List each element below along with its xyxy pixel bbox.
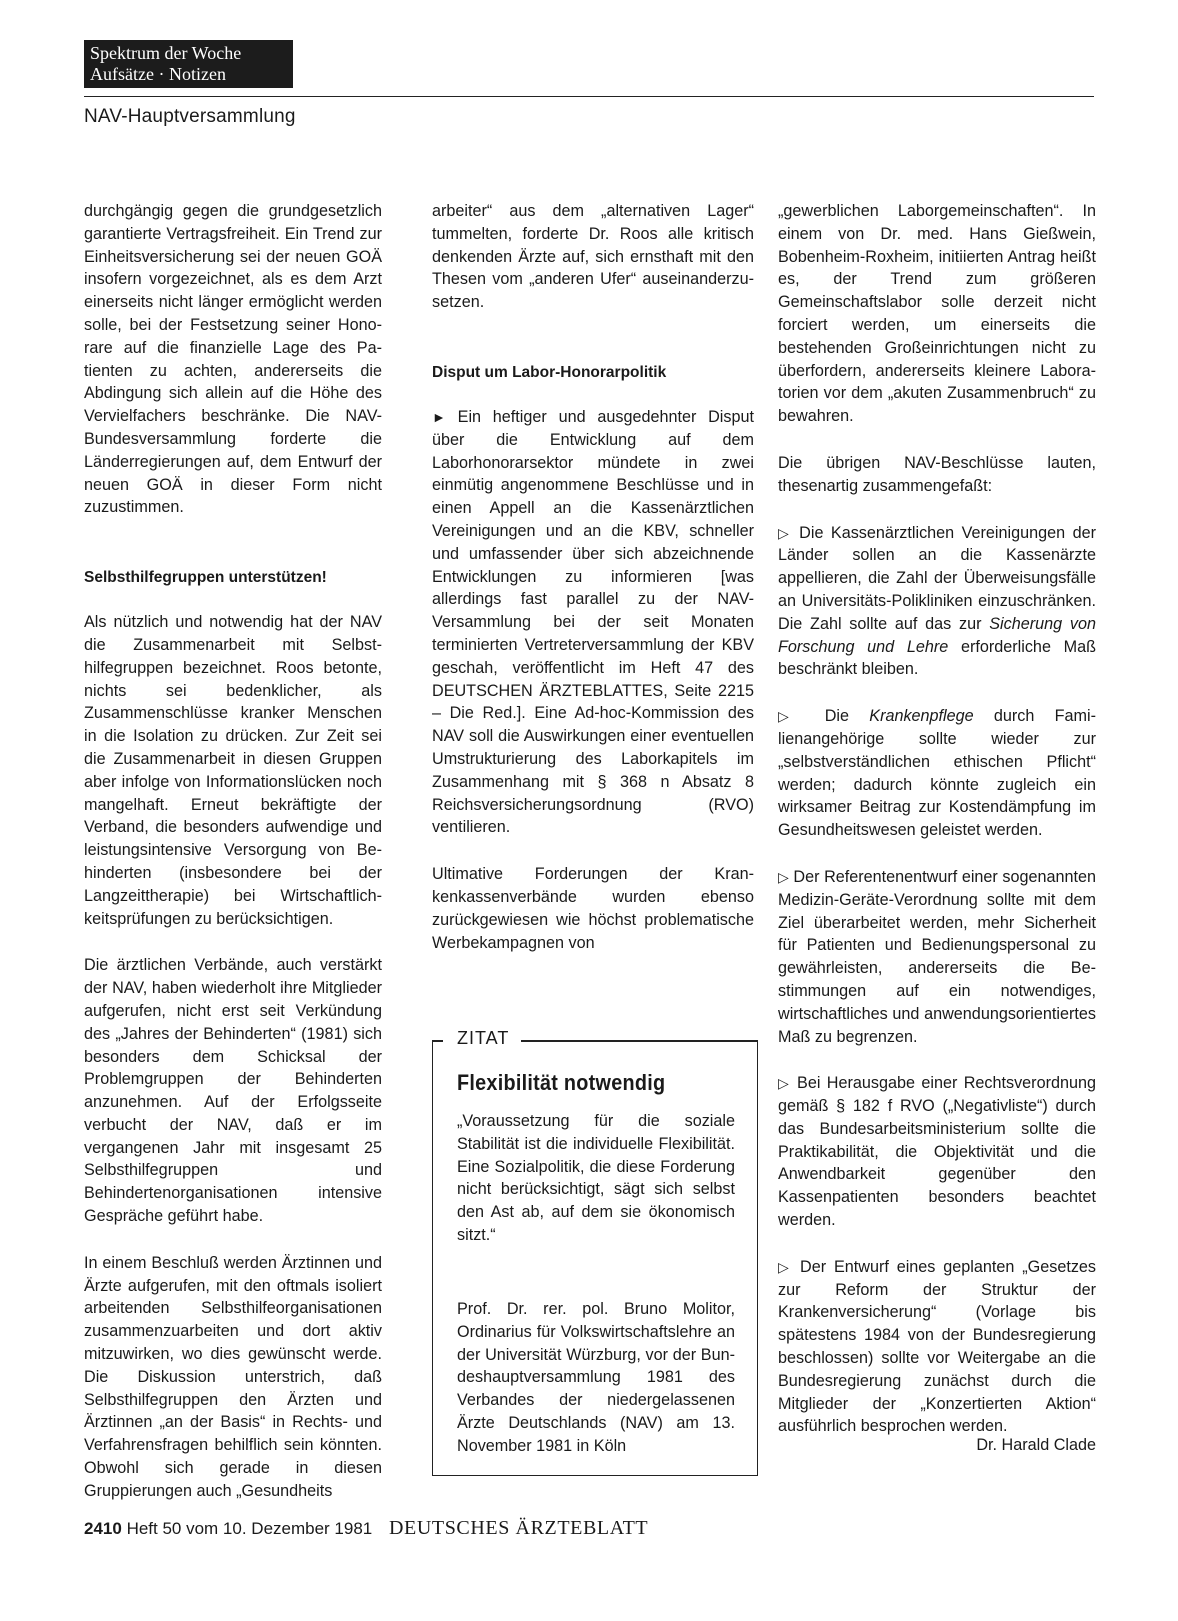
resolution-item: ▷ Die Krankenpflege durch Familienangehörige sollte wieder zur „selbstverständlichen ethischen Pflicht“ werden; dadurch könnte zugleich ein wirksamer Beitrag zur Kostendämpfung im Gesundheitswesen geleistet werden. <box>778 707 1096 840</box>
resolution-item: ▷ Bei Herausgabe einer Rechtsverordnung gemäß § 182 f RVO („Negativliste“) durch das Bundesarbeitsministerium sollte die Praktikabilität, die Objektivität und die Anwendbarkeit gegenüber den Kassenpatienten besonders beachtet werden. <box>778 1074 1096 1230</box>
header-rule <box>84 96 1094 97</box>
bullet-triangle-icon: ► <box>432 408 446 425</box>
paragraph-text: Ein heftiger und ausgedehnter Disput über die Entwicklung auf dem Laborhonorarsektor mündete in zwei einmütig angenommene Beschlüsse und in einen Appell an die Kassenärztlichen Vereinigungen und an die KBV, schneller und umfassender über sich abzeichnende Entwicklungen zu informieren [was allerdings fast parallel zu der NAV-Versammlung bei der seit Monaten terminierten Vertreterversammlung der KBV geschah, veröffentlicht im Heft 47 des DEUTSCHEN ÄRZTEBLATTES, Seite 2215 – Die Red.]. Eine Ad-hoc-Kommission des NAV soll die Auswirkungen einer eventuellen Umstrukturierung des Laborkapitels im Zusammenhang mit § 368 n Absatz 8 Reichsversicherungsordnung (RVO) ventilieren. <box>432 407 755 837</box>
column-2 <box>432 200 754 978</box>
section-tag-line2: Aufsätze · Notizen <box>90 64 226 84</box>
paragraph: Die ärztlichen Verbände, auch verstärkt der NAV, haben wiederholt ihre Mitglieder aufgerufen, nicht erst seit Verkündung des „Jahres der Behinderten“ (1981) sich besonders dem Schicksal der Problemgruppen der Behinderten anzunehmen. Auf der Erfolgsseite verbucht der NAV, daß er im vergangenen Jahr mit insgesamt 25 Selbsthilfegruppen und Behindertenorganisationen intensive Gespräche geführt habe. <box>84 956 382 1226</box>
open-triangle-icon: ▷ <box>778 868 789 885</box>
running-head: NAV-Hauptversammlung <box>84 106 296 127</box>
paragraph: arbeiter“ aus dem „alternativen Lager“ tummelten, forderte Dr. Roos alle kritisch denkenden Ärzte auf, sich ernsthaft mit den Thesen vom „anderen Ufer“ auseinanderzusetzen. <box>432 202 754 312</box>
open-triangle-icon: ▷ <box>778 524 792 541</box>
section-tag-line1: Spektrum der Woche <box>90 43 242 63</box>
paragraph: Als nützlich und notwendig hat der NAV die Zusammenarbeit mit Selbsthilfegruppen bezeichnet. Roos betonte, nichts sei bedenklicher, als Zusammenschlüsse kranker Menschen in die Isolation zu drücken. Zur Zeit sei die Zusammenarbeit in diesen Gruppen aber infolge von Informationslücken noch mangelhaft. Erneut bekräftigte der Verband, die besonders aufwendige und leistungsintensive Versorgung von Behinderten (insbesondere bei der Langzeittherapie) bei Wirtschaftlichkeitsprüfungen zu berücksichtigen. <box>84 613 382 928</box>
author-signature: Dr. Harald Clade <box>976 1436 1096 1455</box>
column-1 <box>84 200 382 1527</box>
quote-source: Prof. Dr. rer. pol. Bruno Molitor, Ordinarius für Volkswirtschaftslehre an der Universität Würzburg, vor der Bundeshauptversammlung 1981 des Verbandes der niedergelassenen Ärzte Deutschlands (NAV) am 13. November 1981 in Köln <box>457 1300 735 1455</box>
subheading-labor: Disput um Labor-Honorarpolitik <box>432 363 667 381</box>
paragraph: Die übrigen NAV-Beschlüsse lauten, thesenartig zusammengefaßt: <box>778 453 1096 495</box>
quote-box <box>432 1028 758 1476</box>
quote-label: ZITAT <box>453 1028 513 1049</box>
paragraph-bullet <box>432 406 754 839</box>
column-3 <box>778 200 1096 1457</box>
page-footer <box>84 1517 648 1540</box>
section-tag <box>84 40 293 88</box>
quote-title: Flexibilität notwendig <box>457 1070 666 1095</box>
paragraph: In einem Beschluß werden Ärztinnen und Ärzte aufgerufen, mit den oftmals isoliert arbeitenden Selbsthilfeorganisationen zusammenzuarbeiten und dort aktiv mitzuwirken, wo dies gewünscht werde. Die Diskussion unterstrich, daß Selbsthilfegruppen den Ärzten und Ärztinnen „an der Basis“ in Rechts- und Verfahrensfragen behilflich sein könnten. Obwohl sich gerade in diesen Gruppierungen auch „Gesundheits <box>84 1253 382 1500</box>
paragraph: „gewerblichen Laborgemeinschaften“. In einem von Dr. med. Hans Gießwein, Bobenheim-Roxheim, initiierten Antrag heißt es, der Trend zum größeren Gemeinschaftslabor solle derzeit nicht forciert werden, um einerseits die bestehenden Großeinrichtungen nicht zu überfordern, andererseits kleinere Laboratorien vor dem „akuten Zusammenbruch“ zu bewahren. <box>778 202 1096 426</box>
paragraph: durchgängig gegen die grundgesetzlich garantierte Vertragsfreiheit. Ein Trend zur Einheitsversicherung sei der neuen GOÄ insofern vorgezeichnet, als es dem Arzt einerseits nicht länger ermöglicht werden solle, bei der Festsetzung seiner Honorare auf die finanzielle Lage des Patienten zu achten, andererseits die Abdingung sich allein auf die Höhe des Vervielfachers beschränke. Die NAV-Bundesversammlung forderte die Länderregierungen auf, dem Entwurf der neuen GOÄ in dieser Form nicht zuzustimmen. <box>84 202 382 517</box>
masthead: DEUTSCHES ÄRZTEBLATT <box>388 1517 649 1539</box>
resolution-item: ▷ Der Entwurf eines geplanten „Gesetzes zur Reform der Struktur der Krankenversicherung“ (Vorlage bis spätestens 1984 von der Bundesregierung beschlossen) sollte vor Weitergabe an die Bundesregierung zunächst durch die Mitglieder der „Konzertierten Aktion“ ausführlich besprochen werden. <box>778 1257 1097 1436</box>
open-triangle-icon: ▷ <box>778 1258 793 1275</box>
issue-info: Heft 50 vom 10. Dezember 1981 <box>126 1519 373 1538</box>
quote-text: „Voraussetzung für die soziale Stabilität ist die individuelle Flexibilität. Eine Sozialpolitik, die diese Forderung nicht berücksichtigt, sägt sich selbst den Ast ab, auf dem sie ökonomisch sitzt.“ <box>457 1112 735 1244</box>
page-number: 2410 <box>84 1519 122 1538</box>
subheading-selbsthilfe: Selbsthilfegruppen unterstützen! <box>84 569 327 587</box>
open-triangle-icon: ▷ <box>778 708 805 725</box>
resolution-item: ▷ Der Referentenentwurf einer sogenannten Medizin-Geräte-Verordnung sollte mit dem Ziel überarbeitet werden, mehr Sicherheit für Patienten und Bedienungspersonal zu gewährleisten, andererseits die Bestimmungen auf ein notwendiges, wirtschaftliches und anwendungsorientiertes Maß zu begrenzen. <box>778 867 1096 1046</box>
paragraph: Ultimative Forderungen der Krankenkassenverbände wurden ebenso zurückgewiesen wie höchst problematische Werbekampagnen von <box>432 865 754 952</box>
open-triangle-icon: ▷ <box>778 1075 791 1092</box>
resolution-item: ▷ Die Kassenärztlichen Vereinigungen der Länder sollen an die Kassenärzte appellieren, die Zahl der Überweisungsfälle an Universitäts-Polikliniken einzuschränken. Die Zahl sollte auf das zur Sicherung von Forschung und Lehre erforderliche Maß beschränkt bleiben. <box>778 523 1097 679</box>
